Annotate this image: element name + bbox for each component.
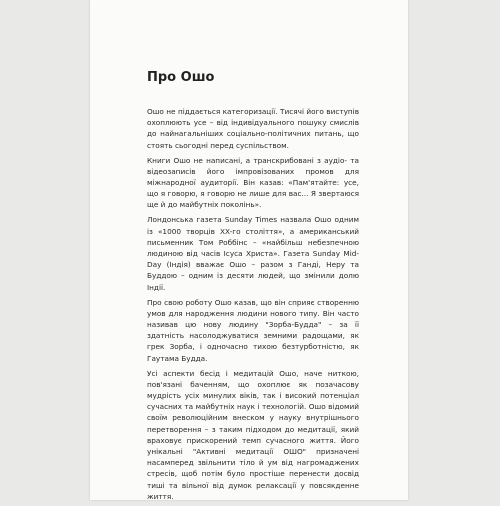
paragraph: Книги Ошо не написані, а транскрибовані з аудіо- та відеозаписів його імпровізованих промов для міжнародної аудиторії. Він казав: «Пам'ятайте: усе, що я говорю, я говорю не лише для вас... Я звертаюся ще й до майбутніх поколінь». [147,155,359,210]
paragraph: Про свою роботу Ошо казав, що він сприяє створенню умов для народження людини нового типу. Він часто називав цю нову людину "Зорба-Будда" – за її здатність насолоджуватися земними радощами, як грек Зорба, і одночасно тихою безтурботністю, як Гаутама Будда. [147,297,359,363]
paragraph: Усі аспекти бесід і медитацій Ошо, наче ниткою, пов'язані баченням, що охоплює як позачасову мудрість усіх минулих віків, так і високий потенціал сучасних та майбутніх наук і технологій. Ошо відомий своїм революційним внеском у науку внутрішнього перетворення – з таким підходом до медитації, який враховує прискорений темп сучасного життя. Його унікальні "Активні медитації ОШО" призначені насамперед звільнити тіло й ум від нагромаджених стресів, щоб потім було простіше перенести досвід тиші та вільної від думок релаксації у повсякденне життя. [147,368,359,501]
paragraph: Лондонська газета Sunday Times назвала Ошо одним із «1000 творців XX-го століття», а американський письменник Том Роббінс – «найбільш небезпечною людиною від часів Ісуса Христа». Газета Sunday Mid-Day (Індія) вважає Ошо – разом з Ганді, Неру та Буддою – одним із десяти людей, що змінили долю Індії. [147,215,359,292]
paragraph: Ошо не піддається категоризації. Тисячі його виступів охоплюють усе – від індивідуального пошуку смислів до найнагальніших соціально-політичних питань, що стоять сьогодні перед суспільством. [147,107,359,150]
page-title: Про Ошо [147,70,215,85]
body-text [147,106,359,506]
